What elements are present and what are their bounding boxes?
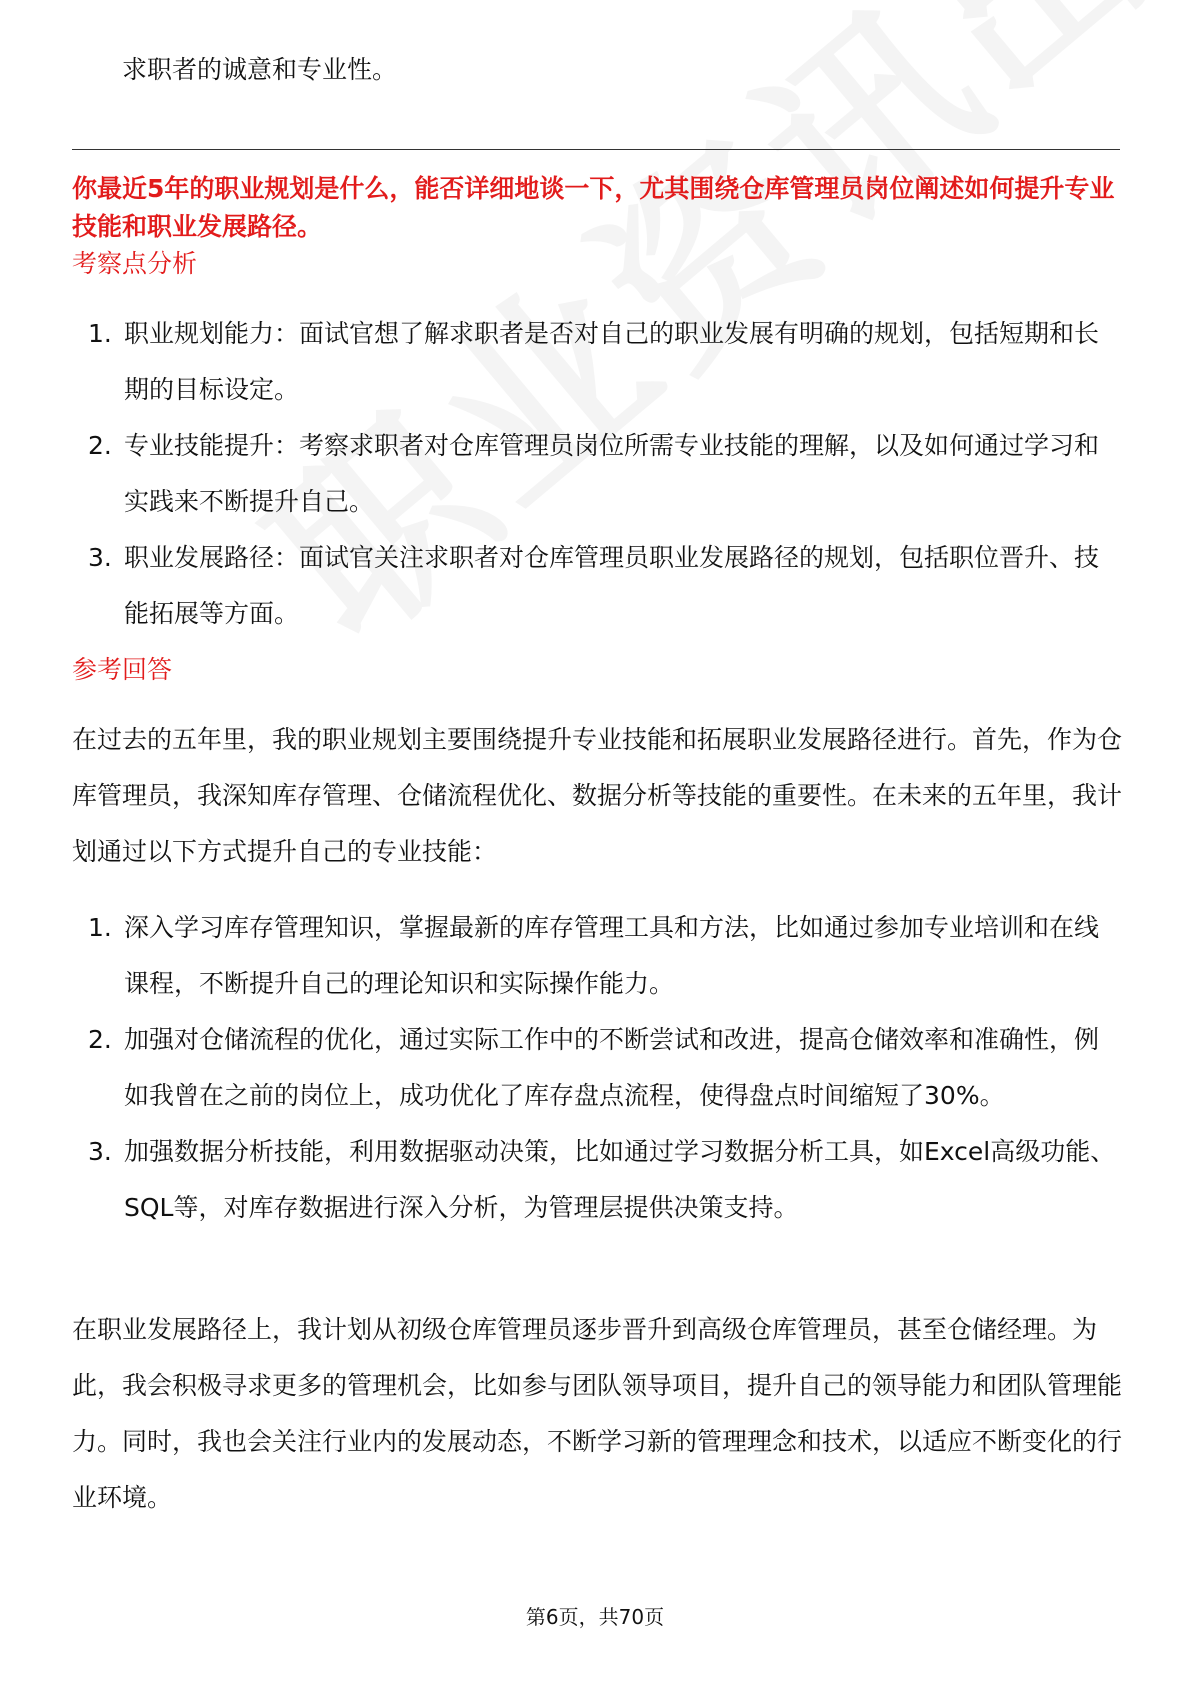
list-number: 2. <box>88 1025 112 1054</box>
answer-item <box>72 1012 1122 1124</box>
list-item-text: 职业发展路径：面试官关注求职者对仓库管理员职业发展路径的规划，包括职位晋升、技能拓展等方面。 <box>124 543 1100 628</box>
answer-item <box>72 1124 1122 1236</box>
analysis-list <box>72 306 1122 642</box>
interview-question: 你最近5年的职业规划是什么，能否详细地谈一下，尤其围绕仓库管理员岗位阐述如何提升专业技能和职业发展路径。 <box>72 174 1115 241</box>
analysis-item <box>72 530 1122 642</box>
answer-heading: 参考回答 <box>72 655 173 684</box>
list-item-text: 职业规划能力：面试官想了解求职者是否对自己的职业发展有明确的规划，包括短期和长期的目标设定。 <box>124 319 1100 404</box>
analysis-item <box>72 418 1122 530</box>
list-number: 1. <box>88 319 112 348</box>
list-item-text: 加强数据分析技能，利用数据驱动决策，比如通过学习数据分析工具，如Excel高级功能、SQL等，对库存数据进行深入分析，为管理层提供决策支持。 <box>124 1137 1116 1222</box>
section-divider <box>72 149 1120 150</box>
list-number: 3. <box>88 1137 112 1166</box>
list-number: 1. <box>88 913 112 942</box>
list-item-text: 专业技能提升：考察求职者对仓库管理员岗位所需专业技能的理解，以及如何通过学习和实践来不断提升自己。 <box>124 431 1100 516</box>
intro-tail-text: 求职者的诚意和专业性。 <box>122 55 398 84</box>
answer-item <box>72 900 1122 1012</box>
list-number: 3. <box>88 543 112 572</box>
analysis-item <box>72 306 1122 418</box>
answer-paragraph-2: 在职业发展路径上，我计划从初级仓库管理员逐步晋升到高级仓库管理员，甚至仓储经理。为此，我会积极寻求更多的管理机会，比如参与团队领导项目，提升自己的领导能力和团队管理能力。同时，我也会关注行业内的发展动态，不断学习新的管理理念和技术，以适应不断变化的行业环境。 <box>72 1315 1123 1512</box>
list-number: 2. <box>88 431 112 460</box>
list-item-text: 深入学习库存管理知识，掌握最新的库存管理工具和方法，比如通过参加专业培训和在线课程，不断提升自己的理论知识和实际操作能力。 <box>124 913 1100 998</box>
page-number-footer: 第6页，共70页 <box>525 1605 665 1629</box>
answer-list <box>72 900 1122 1236</box>
answer-paragraph-1: 在过去的五年里，我的职业规划主要围绕提升专业技能和拓展职业发展路径进行。首先，作为仓库管理员，我深知库存管理、仓储流程优化、数据分析等技能的重要性。在未来的五年里，我计划通过以下方式提升自己的专业技能： <box>72 725 1123 866</box>
analysis-heading: 考察点分析 <box>72 249 198 278</box>
list-item-text: 加强对仓储流程的优化，通过实际工作中的不断尝试和改进，提高仓储效率和准确性，例如我曾在之前的岗位上，成功优化了库存盘点流程，使得盘点时间缩短了30%。 <box>124 1025 1100 1110</box>
